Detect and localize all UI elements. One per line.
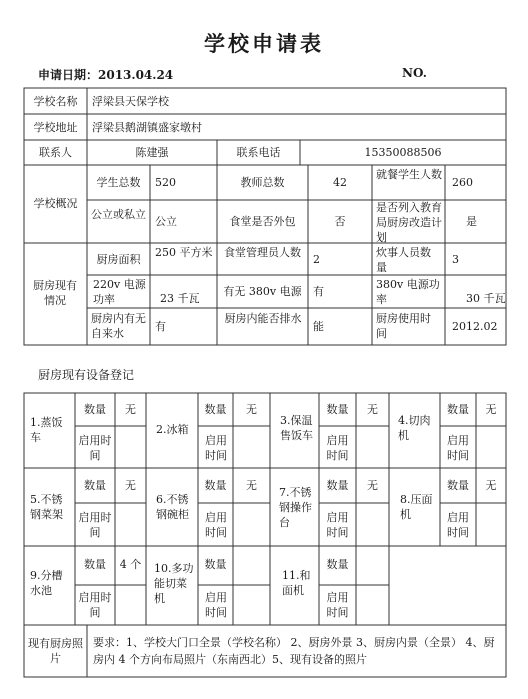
phone-label: 联系电话 xyxy=(236,146,281,159)
type-label: 公立或私立 xyxy=(91,208,146,221)
water-label: 厨房内有无自来水 xyxy=(91,312,146,340)
equipment-name: 10.多功能切菜机 xyxy=(154,562,194,605)
equipment-name: 2.冰箱 xyxy=(156,423,189,436)
qty-label: 数量 xyxy=(84,479,106,492)
managers-value: 2 xyxy=(313,253,320,266)
school-address-value: 浮梁县鹅湖镇盛家墩村 xyxy=(92,121,202,134)
equipment-name: 5.不锈钢菜架 xyxy=(30,493,63,521)
usage-value: 2012.02 xyxy=(452,320,498,333)
equipment-qty: 4 个 xyxy=(119,558,142,571)
qty-label: 数量 xyxy=(84,558,106,571)
form-title: 学校申请表 xyxy=(204,31,324,56)
equipment-name: 8.压面机 xyxy=(400,493,433,521)
school-name-label: 学校名称 xyxy=(33,95,78,108)
power380-label: 380v 电源功率 xyxy=(376,278,440,306)
cooks-label: 炊事人员数量 xyxy=(376,246,431,274)
teachers-label: 教师总数 xyxy=(240,176,285,189)
equipment-qty: 无 xyxy=(367,403,378,416)
qty-label: 数量 xyxy=(204,479,227,492)
drain-value: 能 xyxy=(313,320,324,333)
start-time-label: 启用时间 xyxy=(78,434,112,462)
equipment-section-title: 厨房现有设备登记 xyxy=(38,368,135,382)
school-address-label: 学校地址 xyxy=(33,121,78,134)
start-time-label: 启用时间 xyxy=(205,434,227,462)
equipment-qty: 无 xyxy=(125,403,136,416)
equipment-name: 4.切肉机 xyxy=(398,414,431,442)
qty-label: 数量 xyxy=(447,403,469,416)
start-time-label: 启用时间 xyxy=(447,511,469,539)
equipment-name: 9.分槽水池 xyxy=(30,569,63,597)
phone-value: 15350088506 xyxy=(364,146,442,159)
equipment-name: 3.保温售饭车 xyxy=(280,414,313,442)
students-value: 520 xyxy=(155,176,176,189)
outsourced-label: 食堂是否外包 xyxy=(229,215,296,228)
outsourced-value: 否 xyxy=(334,215,346,228)
diners-label: 就餐学生人数 xyxy=(376,168,442,181)
type-value: 公立 xyxy=(155,215,177,228)
equipment-qty: 无 xyxy=(246,403,257,416)
reform-plan-label: 是否列入教育局厨房改造计划 xyxy=(376,201,442,244)
kitchen-label: 厨房现有情况 xyxy=(33,279,77,307)
managers-label: 食堂管理员人数 xyxy=(224,246,301,259)
start-time-label: 启用时间 xyxy=(205,511,227,539)
photo-requirements: 要求：1、学校大门口全景（学校名称） 2、厨房外景 3、厨房内景（全景） 4、厨房内 4 个方向布局照片（东南西北）5、现有设备的照片 xyxy=(93,636,495,666)
start-time-label: 启用时间 xyxy=(78,591,112,619)
contact-label: 联系人 xyxy=(39,146,72,159)
power220-value: 23 千瓦 xyxy=(160,292,200,305)
equipment-qty: 无 xyxy=(246,479,257,492)
equipment-name: 6.不锈钢碗柜 xyxy=(156,493,189,521)
equipment-name: 7.不锈钢操作台 xyxy=(279,486,312,529)
power380-value: 30 千瓦 xyxy=(466,292,506,305)
contact-value: 陈建强 xyxy=(135,146,169,159)
water-value: 有 xyxy=(155,320,166,333)
power220-label: 220v 电源功率 xyxy=(93,278,146,306)
start-time-label: 启用时间 xyxy=(447,434,469,462)
area-label: 厨房面积 xyxy=(96,253,141,266)
qty-label: 数量 xyxy=(326,558,349,571)
school-name-value: 浮梁县天保学校 xyxy=(92,95,169,108)
students-label: 学生总数 xyxy=(96,176,141,189)
start-time-label: 启用时间 xyxy=(326,434,349,462)
area-value: 250 平方米 xyxy=(155,246,213,259)
qty-label: 数量 xyxy=(447,479,469,492)
qty-label: 数量 xyxy=(204,558,227,571)
qty-label: 数量 xyxy=(326,403,349,416)
equipment-qty: 无 xyxy=(485,403,497,416)
drain-label: 厨房内能否排水 xyxy=(224,312,302,325)
photos-label: 现有厨房照片 xyxy=(28,637,83,665)
qty-label: 数量 xyxy=(326,479,349,492)
equipment-qty: 无 xyxy=(125,479,136,492)
qty-label: 数量 xyxy=(84,403,106,416)
form-number-label: NO. xyxy=(402,66,427,80)
equipment-name: 1.蒸饭车 xyxy=(30,416,63,444)
teachers-value: 42 xyxy=(333,176,347,189)
equipment-qty: 无 xyxy=(367,479,378,492)
start-time-label: 启用时间 xyxy=(205,591,227,619)
usage-label: 厨房使用时间 xyxy=(376,312,431,340)
diners-value: 260 xyxy=(452,176,473,189)
start-time-label: 启用时间 xyxy=(326,511,349,539)
start-time-label: 启用时间 xyxy=(326,591,349,619)
equipment-name: 11.和面机 xyxy=(282,569,311,597)
qty-label: 数量 xyxy=(204,403,227,416)
reform-plan-value: 是 xyxy=(466,215,477,228)
equipment-qty: 无 xyxy=(485,479,497,492)
application-date: 申请日期：2013.04.24 xyxy=(38,68,174,82)
has380-label: 有无 380v 电源 xyxy=(223,285,302,298)
overview-label: 学校概况 xyxy=(33,197,78,210)
start-time-label: 启用时间 xyxy=(78,511,112,539)
has380-value: 有 xyxy=(313,285,324,298)
cooks-value: 3 xyxy=(452,253,459,266)
